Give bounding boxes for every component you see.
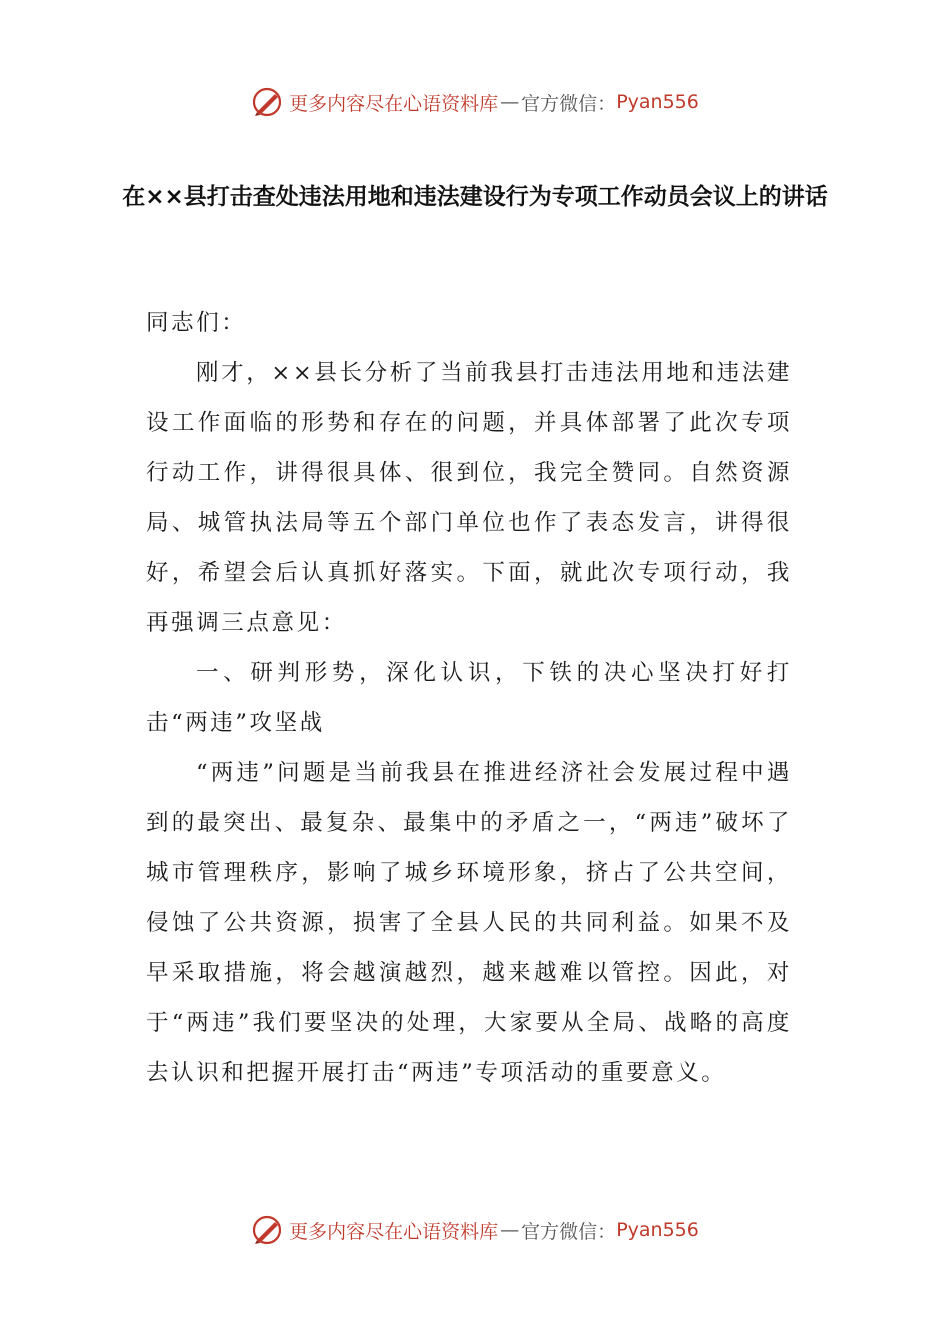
greeting: 同志们：	[146, 310, 247, 336]
pen-logo-icon	[251, 1214, 283, 1246]
watermark-separator: —	[500, 1219, 520, 1241]
document-title: 在××县打击查处违法用地和违法建设行为专项工作动员会议上的讲话	[122, 184, 828, 210]
watermark-site-text: 更多内容尽在心语资料库	[289, 1220, 499, 1243]
watermark-wechat-label: 官方微信：	[521, 92, 617, 115]
pen-logo-icon	[251, 86, 283, 118]
section-heading-1: 一、研判形势，深化认识，下铁的决心坚决打好打击“两违”攻坚战	[146, 660, 792, 736]
header-watermark	[0, 82, 950, 122]
footer-watermark	[0, 1210, 950, 1250]
watermark-wechat-label: 官方微信：	[521, 1220, 617, 1243]
watermark-wechat-id: Pyan556	[616, 1219, 699, 1241]
document-body	[146, 298, 792, 1098]
paragraph-1: 刚才，××县长分析了当前我县打击违法用地和违法建设工作面临的形势和存在的问题，并具体部署了此次专项行动工作，讲得很具体、很到位，我完全赞同。自然资源局、城管执法局等五个部门单位也作了表态发言，讲得很好，希望会后认真抓好落实。下面，就此次专项行动，我再强调三点意见：	[146, 360, 792, 636]
watermark-separator: —	[500, 91, 520, 113]
watermark-site-text: 更多内容尽在心语资料库	[289, 92, 499, 115]
watermark-wechat-id: Pyan556	[616, 91, 699, 113]
paragraph-2: “两违”问题是当前我县在推进经济社会发展过程中遇到的最突出、最复杂、最集中的矛盾之一，“两违”破坏了城市管理秩序，影响了城乡环境形象，挤占了公共空间，侵蚀了公共资源，损害了全县人民的共同利益。如果不及早采取措施，将会越演越烈，越来越难以管控。因此，对于“两违”我们要坚决的处理，大家要从全局、战略的高度去认识和把握开展打击“两违”专项活动的重要意义。	[146, 760, 792, 1086]
